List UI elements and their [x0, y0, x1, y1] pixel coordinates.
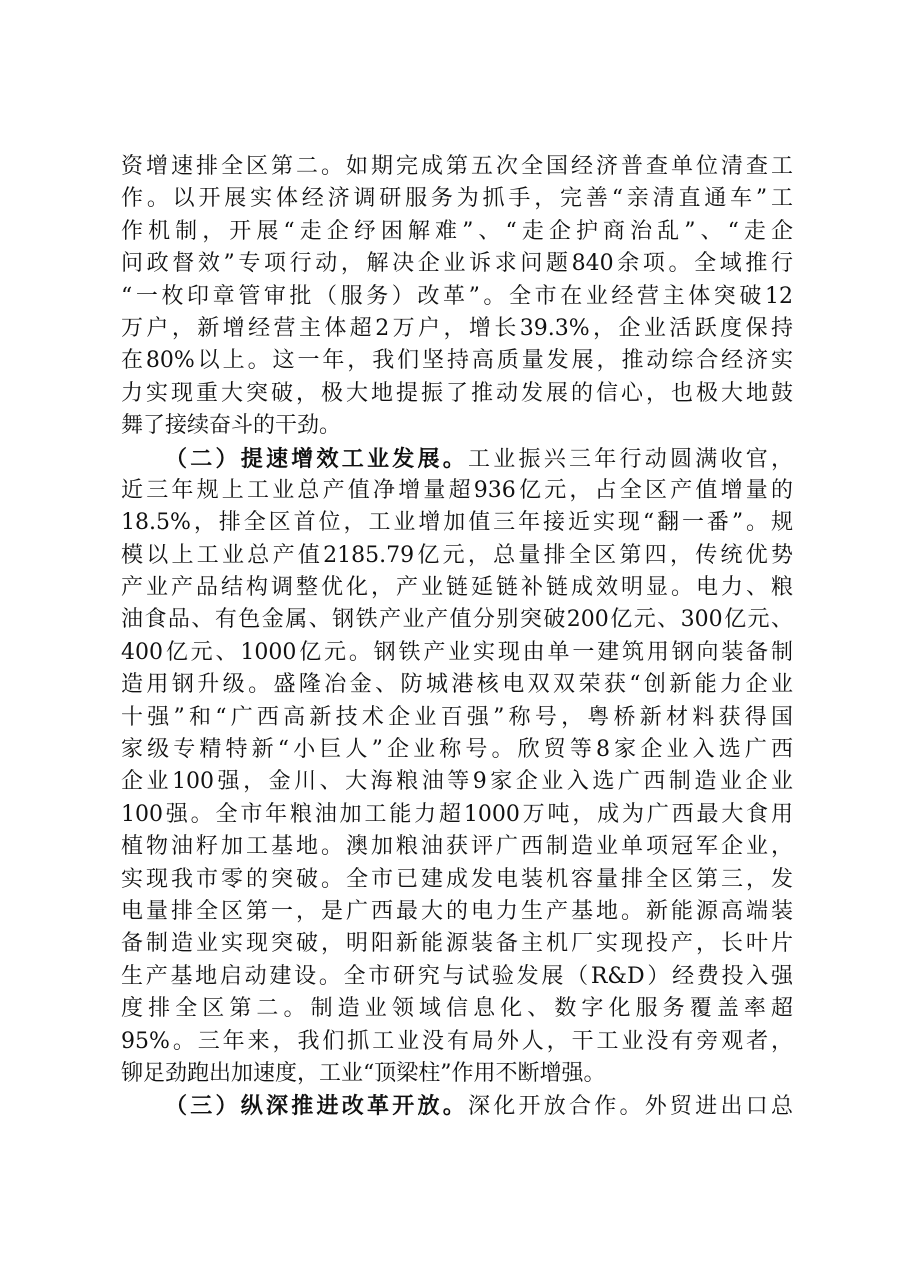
text-line: [121, 313, 793, 345]
line-text: 十强”和“广西高新技术企业百强”称号，粤桥新材料获得国: [121, 704, 793, 730]
text-line: [121, 604, 793, 636]
line-text: 资增速排全区第二。如期完成第五次全国经济普查单位清查工: [121, 154, 793, 179]
text-line: [121, 702, 793, 734]
text-line: [121, 183, 793, 215]
section-heading-line: [121, 443, 793, 475]
section-heading: （二）提速增效工业发展。: [165, 445, 468, 472]
line-text: 家级专精特新“小巨人”企业称号。欣贸等8家企业入选广西: [121, 737, 793, 763]
line-text: 工业振兴三年行动圆满收官，: [468, 446, 793, 472]
text-line: [121, 961, 793, 993]
document-body: [121, 151, 793, 1123]
text-line: [121, 540, 793, 572]
line-text: 18.5%，排全区首位，工业增加值三年接近实现“翻一番”。规: [121, 510, 793, 536]
text-line: [121, 637, 793, 669]
line-text: 在80%以上。这一年，我们坚持高质量发展，推动综合经济实: [121, 348, 793, 374]
line-text: 备制造业实现突破，明阳新能源装备主机厂实现投产，长叶片: [121, 931, 793, 957]
line-text: 作机制，开展“走企纾困解难”、“走企护商治乱”、“走企: [121, 218, 793, 244]
line-text: 力实现重大突破，极大地提振了推动发展的信心，也极大地鼓: [121, 380, 793, 406]
line-text: 铆足劲跑出加速度，工业“顶梁柱”作用不断增强。: [121, 1060, 606, 1086]
line-text: 舞了接续奋斗的干劲。: [121, 413, 342, 439]
text-line: [121, 766, 793, 798]
text-line: [121, 248, 793, 280]
line-text: 实现我市零的突破。全市已建成发电装机容量排全区第三，发: [121, 866, 793, 892]
text-line: [121, 896, 793, 928]
section-heading-line: [121, 1090, 793, 1122]
line-text: 作。以开展实体经济调研服务为抓手，完善“亲清直通车”工: [121, 186, 793, 212]
line-text: 95%。三年来，我们抓工业没有局外人，干工业没有旁观者，: [121, 1028, 793, 1054]
text-line: [121, 507, 793, 539]
text-line: [121, 410, 793, 442]
line-text: 深化开放合作。外贸进出口总: [468, 1094, 793, 1120]
text-line: [121, 864, 793, 896]
line-text: 造用钢升级。盛隆冶金、防城港核电双双荣获“创新能力企业: [121, 672, 793, 698]
line-text: 模以上工业总产值2185.79亿元，总量排全区第四，传统优势: [121, 542, 793, 568]
line-text: 企业100强，金川、大海粮油等9家企业入选广西制造业企业: [121, 769, 793, 795]
line-text: 400亿元、1000亿元。钢铁产业实现由单一建筑用钢向装备制: [121, 639, 793, 665]
text-line: [121, 1058, 793, 1090]
line-text: 万户，新增经营主体超2万户，增长39.3%，企业活跃度保持: [121, 315, 793, 341]
line-text: 生产基地启动建设。全市研究与试验发展（R&D）经费投入强: [121, 963, 793, 989]
text-line: [121, 216, 793, 248]
text-line: [121, 993, 793, 1025]
text-line: [121, 669, 793, 701]
line-text: 产业产品结构调整优化，产业链延链补链成效明显。电力、粮: [121, 575, 793, 601]
line-text: 问政督效”专项行动，解决企业诉求问题840余项。全域推行: [121, 251, 793, 277]
section-heading: （三）纵深推进改革开放。: [165, 1093, 468, 1120]
line-text: 植物油籽加工基地。澳加粮油获评广西制造业单项冠军企业，: [121, 834, 793, 860]
text-line: [121, 734, 793, 766]
text-line: [121, 799, 793, 831]
line-text: 油食品、有色金属、钢铁产业产值分别突破200亿元、300亿元、: [121, 607, 793, 633]
text-line: [121, 831, 793, 863]
text-line: [121, 572, 793, 604]
text-line: [121, 281, 793, 313]
line-text: 电量排全区第一，是广西最大的电力生产基地。新能源高端装: [121, 898, 793, 924]
line-text: 近三年规上工业总产值净增量超936亿元，占全区产值增量的: [121, 477, 793, 503]
text-line: [121, 151, 793, 183]
text-line: [121, 475, 793, 507]
line-text: “一枚印章管审批（服务）改革”。全市在业经营主体突破12: [121, 283, 793, 309]
line-text: 度排全区第二。制造业领域信息化、数字化服务覆盖率超: [121, 996, 793, 1022]
line-text: 100强。全市年粮油加工能力超1000万吨，成为广西最大食用: [121, 801, 793, 827]
text-line: [121, 378, 793, 410]
text-line: [121, 928, 793, 960]
text-line: [121, 1026, 793, 1058]
text-line: [121, 345, 793, 377]
